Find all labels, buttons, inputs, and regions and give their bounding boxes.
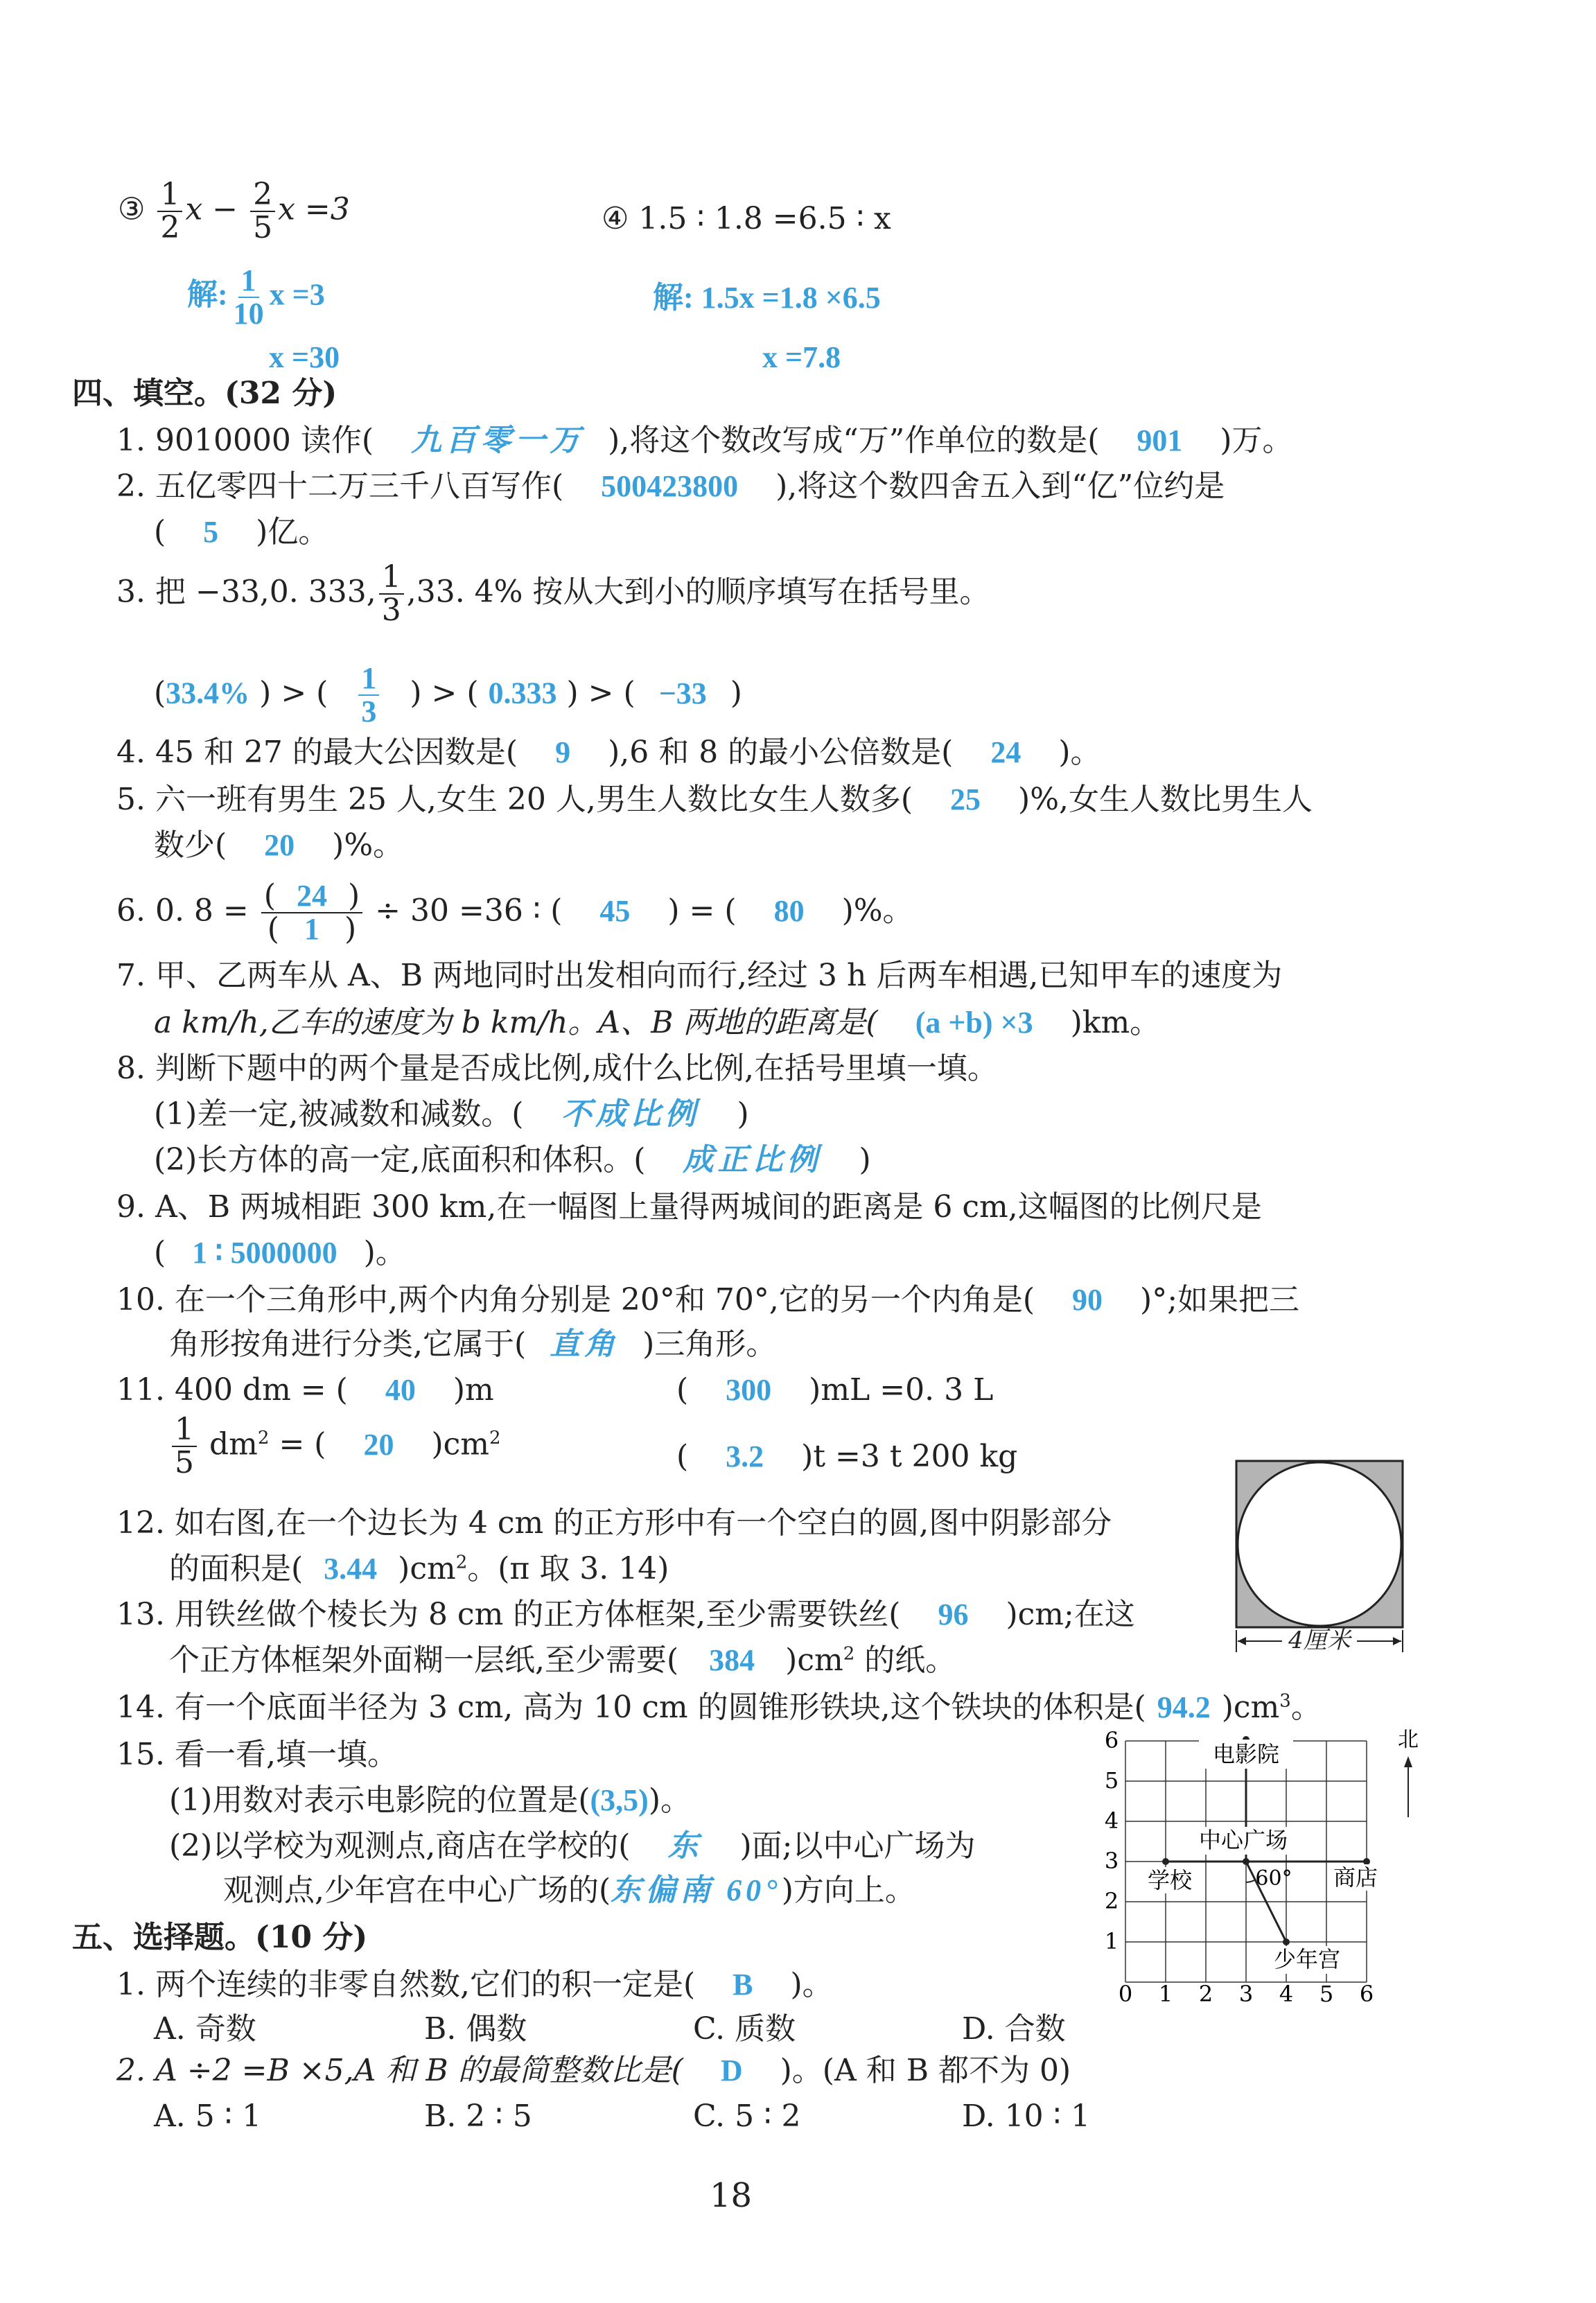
q4-10-line2: 角形按角进行分类,它属于( 直角 )三角形。: [169, 1326, 777, 1362]
grid-map: [1095, 1726, 1428, 2017]
q4-4: 4. 45 和 27 的最大公因数是( 9 ),6 和 8 的最小公倍数是( 24 )。: [116, 735, 1101, 770]
q4-7: 7. 甲、乙两车从 A、B 两地同时出发相向而行,经过 3 h 后两车相遇,已知甲车的速度为: [116, 958, 1283, 993]
q4-12-line2: 的面积是( 3.44 )$cm^2$。(π 取 3. 14): [169, 1551, 669, 1586]
q5-2-option-a: A. 5 ∶ 1: [154, 2099, 262, 2134]
q5-1-option-a: A. 奇数: [154, 2011, 256, 2047]
q4-11-row2-left: $\frac{1}{5}$ $dm^2$ = ( 20 )$cm^2$: [169, 1414, 501, 1479]
q5-2-option-d: D. 10 ∶ 1: [962, 2099, 1091, 2134]
y-tick: 5: [1104, 1767, 1119, 1794]
equation-4-solution-1: 解: 1.5x =1.8 ×6.5: [653, 281, 881, 315]
q4-9: 9. A、B 两城相距 300 km,在一幅图上量得两城间的距离是 6 cm,这幅图的比例尺是: [116, 1189, 1262, 1225]
y-tick: 1: [1104, 1928, 1119, 1954]
x-tick: 6: [1359, 1981, 1374, 2007]
q4-8: 8. 判断下题中的两个量是否成比例,成什么比例,在括号里填一填。: [116, 1051, 998, 1086]
q4-14: 14. 有一个底面半径为 3 cm, 高为 10 cm 的圆锥形铁块,这个铁块的体积是( 94.2 )$cm^3$。: [116, 1690, 1322, 1725]
y-tick: 6: [1104, 1727, 1119, 1753]
x-tick: 4: [1279, 1981, 1294, 2007]
q4-15: 15. 看一看,填一填。: [116, 1737, 398, 1772]
equation-4-solution-2: x =7.8: [762, 340, 841, 374]
q4-3: 3. 把 −33,0. 333, $\frac{1}{3}$ ,33. 4% 按从大到小的顺序填写在括号里。: [116, 559, 990, 629]
q4-13: 13. 用铁丝做个棱长为 8 cm 的正方体框架,至少需要铁丝( 96 )cm;在这: [116, 1597, 1135, 1632]
angle-label: 60°: [1255, 1866, 1292, 1891]
cinema-label: 电影院: [1212, 1741, 1280, 1767]
equation-3-solution-2: x =30: [269, 340, 340, 374]
q5-2-option-c: C. 5 ∶ 2: [693, 2099, 801, 2134]
north-label: 北: [1398, 1728, 1419, 1752]
equation-4: ④ 1.5 ∶ 1.8 =6.5 ∶ x: [602, 201, 891, 236]
page-number: 18: [710, 2176, 753, 2215]
equation-3: ③ $\frac{1}{2}$ x − $\frac{2}{5}$ x =3: [118, 177, 350, 246]
q5-2-option-b: B. 2 ∶ 5: [424, 2099, 532, 2134]
plaza-label: 中心广场: [1198, 1827, 1288, 1853]
q4-11-row1-left: 11. 400 dm = ( 40 )m: [116, 1372, 494, 1408]
x-tick: 1: [1158, 1981, 1173, 2007]
y-tick: 3: [1104, 1848, 1119, 1874]
q4-12: 12. 如右图,在一个边长为 4 cm 的正方形中有一个空白的圆,图中阴影部分: [116, 1505, 1112, 1541]
section-4-title: 四、填空。(32 分): [72, 376, 337, 411]
x-tick: 0: [1118, 1981, 1133, 2007]
q4-15-3: 观测点,少年宫在中心广场的(东偏南 60°)方向上。: [223, 1873, 915, 1908]
q4-15-2: (2)以学校为观测点,商店在学校的( 东 )面;以中心广场为: [169, 1828, 976, 1864]
section-5-title: 五、选择题。(10 分): [72, 1920, 368, 1955]
q4-13-line2: 个正方体框架外面糊一层纸,至少需要( 384 )$cm^2$ 的纸。: [169, 1643, 956, 1678]
q4-11-row1-right: ( 300 )mL =0. 3 L: [676, 1372, 994, 1408]
q4-6: 6. 0. 8 = $\frac{( 24 )}{( 1 )}$ ÷ 30 =36 ∶ ( 45 ) = ( 80 )%。: [116, 878, 913, 947]
equation-3-solution-1: 解: $\frac{1}{10}$ x =3: [187, 263, 325, 331]
q4-5-line2: 数少( 20 )%。: [154, 827, 404, 863]
q5-2: 2. A ÷2 =B ×5,A 和 B 的最简整数比是( D )。(A 和 B 都不为 0): [116, 2053, 1071, 2088]
q4-9-line2: ( 1 ∶ 5000000 )。: [154, 1235, 406, 1270]
q4-11-row2-right: ( 3.2 )t =3 t 200 kg: [676, 1439, 1018, 1474]
q4-10: 10. 在一个三角形中,两个内角分别是 20°和 70°,它的另一个内角是( 90 )°;如果把三: [116, 1282, 1300, 1317]
q4-8-1: (1)差一定,被减数和减数。( 不成比例 ): [154, 1096, 749, 1132]
q4-8-2: (2)长方体的高一定,底面积和体积。( 成正比例 ): [154, 1142, 871, 1177]
y-tick: 2: [1104, 1888, 1119, 1914]
side-length-label: 4厘米: [1288, 1627, 1351, 1654]
q4-1: 1. 9010000 读作( 九百零一万 ),将这个数改写成“万”作单位的数是( 901 )万。: [116, 423, 1293, 458]
q5-1-option-c: C. 质数: [693, 2011, 796, 2047]
palace-label: 少年宫: [1273, 1946, 1341, 1972]
q5-1: 1. 两个连续的非零自然数,它们的积一定是( B )。: [116, 1967, 833, 2002]
school-label: 学校: [1147, 1867, 1193, 1893]
q5-1-option-b: B. 偶数: [424, 2011, 527, 2047]
x-tick: 3: [1238, 1981, 1254, 2007]
square-circle-figure: [1227, 1455, 1414, 1656]
x-tick: 5: [1319, 1981, 1334, 2007]
q4-15-1: (1)用数对表示电影院的位置是((3,5))。: [169, 1783, 691, 1818]
blank-circle: [1238, 1462, 1401, 1626]
q4-2-line2: ( 5 )亿。: [154, 514, 329, 550]
q4-7-line2: a km/h,乙车的速度为 b km/h。A、B 两地的距离是( (a +b) ×3 )km。: [154, 1005, 1161, 1040]
q5-1-option-d: D. 合数: [962, 2011, 1066, 2047]
x-tick: 2: [1198, 1981, 1213, 2007]
q4-5: 5. 六一班有男生 25 人,女生 20 人,男生人数比女生人数多( 25 )%,女生人数比男生人: [116, 782, 1313, 817]
q4-2: 2. 五亿零四十二万三千八百写作( 500423800 ),将这个数四舍五入到“亿”位约是: [116, 469, 1225, 504]
q4-3-answer: (33.4% ) > ( $\frac{1}{3}$ ) > ( 0.333 ) > ( −33 ): [154, 661, 742, 729]
y-tick: 4: [1104, 1807, 1119, 1834]
shop-label: 商店: [1333, 1864, 1378, 1891]
